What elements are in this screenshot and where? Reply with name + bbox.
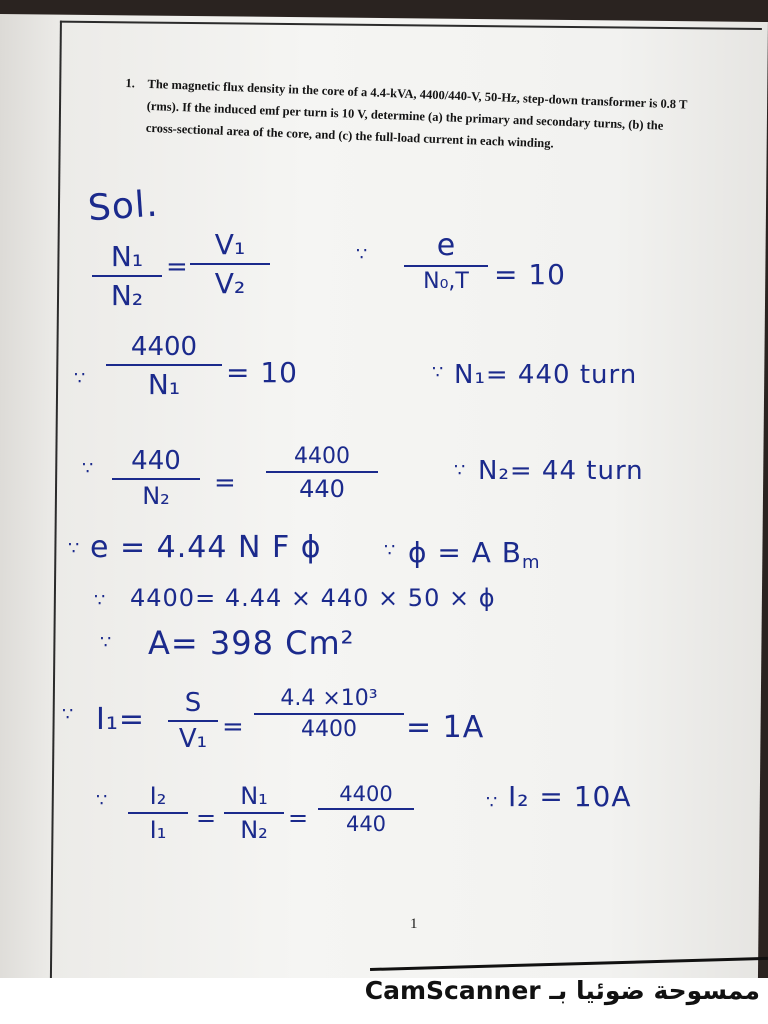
- fraction-numerator: S: [184, 688, 202, 718]
- question-text: The magnetic flux density in the core of a 4.4-kVA, 4400/440-V, 50-Hz, step-down transformer is 0.8 T (rms). If the induced emf per turn is 10 V, determine (a) the primary and secondary turns, (b) the cross-sectional area of the core, and (c) the full-load current in each winding.: [145, 76, 688, 151]
- fraction-numerator: 4400: [130, 332, 198, 362]
- fraction-numerator: e: [436, 228, 456, 263]
- fraction-bar: [266, 471, 378, 473]
- fraction-current-calc: [254, 686, 404, 742]
- fraction-denominator: N₂: [110, 279, 144, 312]
- fraction-numerator: V₁: [214, 228, 246, 261]
- secondary-current-result: I₂ = 10A: [508, 780, 632, 813]
- therefore-symbol: ∵: [74, 368, 86, 389]
- fraction-current-ratio: [128, 782, 188, 844]
- therefore-symbol: ∵: [62, 704, 74, 725]
- emf-per-turn-value: = 10: [494, 258, 566, 291]
- fraction-v-ratio: [190, 228, 270, 300]
- therefore-symbol: ∵: [94, 590, 106, 611]
- fraction-bar: [92, 275, 162, 277]
- fraction-numerator: N₁: [110, 240, 144, 273]
- fraction-bar: [224, 812, 284, 814]
- secondary-turns-result: N₂= 44 turn: [478, 456, 644, 486]
- fraction-denominator: N₀,T: [423, 269, 469, 294]
- primary-turns-equation-value: = 10: [226, 356, 298, 389]
- fraction-denominator: V₂: [214, 267, 246, 300]
- therefore-symbol: ∵: [384, 540, 396, 561]
- therefore-symbol: ∵: [454, 460, 466, 481]
- flux-formula-main: ϕ = A B: [408, 536, 522, 569]
- fraction-bar: [404, 265, 488, 267]
- page-border: [50, 21, 762, 1010]
- fraction-denominator: I₁: [149, 816, 167, 844]
- therefore-symbol: ∵: [96, 790, 108, 811]
- fraction-bar: [112, 478, 200, 480]
- therefore-symbol: ∵: [82, 458, 94, 479]
- fraction-bar: [190, 263, 270, 265]
- solution-heading: Sol.: [86, 183, 160, 230]
- fraction-denominator: N₂: [142, 482, 170, 510]
- therefore-symbol: ∵: [68, 538, 80, 559]
- fraction-numerator: N₁: [240, 782, 268, 810]
- flux-formula: [408, 536, 541, 573]
- fraction-secondary-volts: [112, 446, 200, 510]
- question-number: 1.: [125, 75, 136, 91]
- fraction-emf-per-turn: [404, 228, 488, 294]
- area-result: A= 398 Cm²: [148, 624, 355, 662]
- equals-sign: =: [214, 468, 237, 498]
- equals-sign: =: [196, 804, 218, 832]
- fraction-bar: [106, 364, 222, 366]
- therefore-symbol: ∵: [100, 632, 112, 653]
- fraction-denominator: N₁: [147, 368, 181, 401]
- fraction-denominator: 440: [299, 475, 345, 503]
- page-number: 1: [410, 916, 418, 932]
- fraction-voltage-ratio: [266, 444, 378, 503]
- substitution-equation: 4400= 4.44 × 440 × 50 × ϕ: [130, 584, 496, 612]
- fraction-numerator: 4400: [294, 444, 350, 469]
- fraction-numerator: 440: [131, 446, 181, 476]
- fraction-bar: [168, 720, 218, 722]
- therefore-symbol: ∵: [486, 792, 498, 813]
- fraction-voltage-ratio-2: [318, 782, 414, 836]
- fraction-numerator: I₂: [149, 782, 167, 810]
- fraction-denominator: 440: [345, 812, 387, 836]
- fraction-n-ratio: [92, 240, 162, 312]
- fraction-numerator: 4400: [339, 782, 393, 806]
- fraction-bar: [318, 808, 414, 810]
- fraction-denominator: N₂: [240, 816, 268, 844]
- therefore-symbol: ∵: [432, 362, 444, 383]
- fraction-numerator: 4.4 ×10³: [280, 686, 378, 711]
- fraction-bar: [254, 713, 404, 715]
- equals-sign: =: [288, 804, 310, 832]
- primary-turns-result: N₁= 440 turn: [454, 360, 638, 390]
- primary-current-result: = 1A: [406, 710, 485, 745]
- flux-formula-subscript: m: [522, 552, 541, 573]
- fraction-denominator: 4400: [301, 717, 357, 742]
- emf-formula: e = 4.44 N F ϕ: [90, 530, 322, 565]
- fraction-bar: [128, 812, 188, 814]
- camscanner-watermark: CamScanner ممسوحة ضوئيا بـ: [364, 976, 760, 1005]
- equals-sign: =: [222, 712, 245, 742]
- equals-sign: =: [166, 252, 189, 282]
- therefore-symbol: ∵: [356, 244, 368, 265]
- primary-current-label: I₁=: [96, 702, 146, 737]
- fraction-denominator: V₁: [178, 724, 208, 754]
- fraction-primary-turns: [106, 332, 222, 401]
- fraction-turns-ratio: [224, 782, 284, 844]
- fraction-s-over-v1: [168, 688, 218, 754]
